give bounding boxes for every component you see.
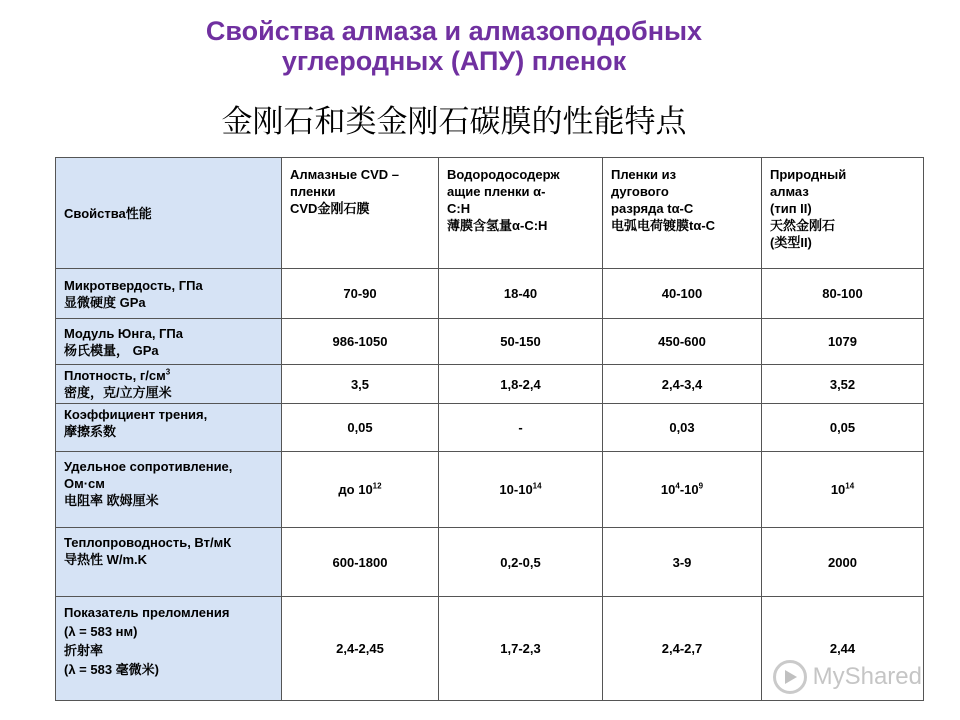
page-subtitle: 金刚石和类金刚石碳膜的性能特点 (221, 104, 687, 140)
page-title (0, 16, 908, 76)
cell-value: 450-600 (603, 319, 762, 365)
watermark (773, 660, 922, 694)
cell-value: 80-100 (762, 269, 924, 319)
cell-value: 1,8-2,4 (439, 365, 603, 404)
cell-value: 0,05 (282, 404, 439, 452)
cell-value: 40-100 (603, 269, 762, 319)
cell-value: $10^{14}$ (762, 452, 924, 528)
header-cell-properties: Свойства性能 (56, 158, 282, 269)
cell-value: 3,5 (282, 365, 439, 404)
table-header-row (56, 158, 924, 269)
cell-value: 70-90 (282, 269, 439, 319)
header-cell-arc: Пленки из дугового разряда tα-C 电弧电荷镀膜tα-C (603, 158, 762, 269)
play-logo-icon (773, 660, 807, 694)
cell-value: 0,2-0,5 (439, 528, 603, 597)
cell-value: - (439, 404, 603, 452)
cell-value: 600-1800 (282, 528, 439, 597)
title-line-1: Свойства алмаза и алмазоподобных (205, 16, 703, 46)
cell-value: до $10^{12}$ (282, 452, 439, 528)
cell-value: 3-9 (603, 528, 762, 597)
cell-value: 18-40 (439, 269, 603, 319)
row-label: Микротвердость, ГПа 显微硬度 GPa (56, 269, 282, 319)
cell-value: 2,4-3,4 (603, 365, 762, 404)
row-label: Теплопроводность, Вт/мК 导热性 W/m.K (56, 528, 282, 597)
row-label: Показатель преломления (λ = 583 нм) 折射率 (λ = 583 毫微米) (56, 597, 282, 701)
cell-value: 1079 (762, 319, 924, 365)
cell-value: $10-10^{14}$ (439, 452, 603, 528)
cell-value: 1,7-2,3 (439, 597, 603, 701)
properties-table (55, 157, 924, 701)
table-row (56, 319, 924, 365)
cell-value: $10^4-10^9$ (603, 452, 762, 528)
header-cell-natural: Природный алмаз (тип II) 天然金刚石 (类型II) (762, 158, 924, 269)
cell-value: 986-1050 (282, 319, 439, 365)
row-label: Плотность, $г/см^3$ 密度，克/立方厘米 (56, 365, 282, 404)
header-cell-hydrogen: Водородосодерж ащие пленки α- C:H 薄膜含氢量α-C:H (439, 158, 603, 269)
cell-value: 2,4-2,7 (603, 597, 762, 701)
watermark-text: MyShared (812, 663, 922, 690)
cell-value: 0,03 (603, 404, 762, 452)
header-cell-cvd: Алмазные CVD – пленки CVD金刚石膜 (282, 158, 439, 269)
table-row (56, 528, 924, 597)
cell-value: 50-150 (439, 319, 603, 365)
table-row (56, 404, 924, 452)
row-label: Удельное сопротивление, Ом·см 电阻率 欧姆厘米 (56, 452, 282, 528)
title-line-2: углеродных (АПУ) пленок (281, 46, 627, 76)
row-label: Модуль Юнга, ГПа 杨氏模量， GPa (56, 319, 282, 365)
cell-value: 0,05 (762, 404, 924, 452)
row-label: Коэффициент трения, 摩擦系数 (56, 404, 282, 452)
cell-value: 2,4-2,45 (282, 597, 439, 701)
table-row (56, 365, 924, 404)
table-row (56, 452, 924, 528)
cell-value: 2,44 (762, 597, 924, 701)
table-row (56, 269, 924, 319)
cell-value: 2000 (762, 528, 924, 597)
cell-value: 3,52 (762, 365, 924, 404)
